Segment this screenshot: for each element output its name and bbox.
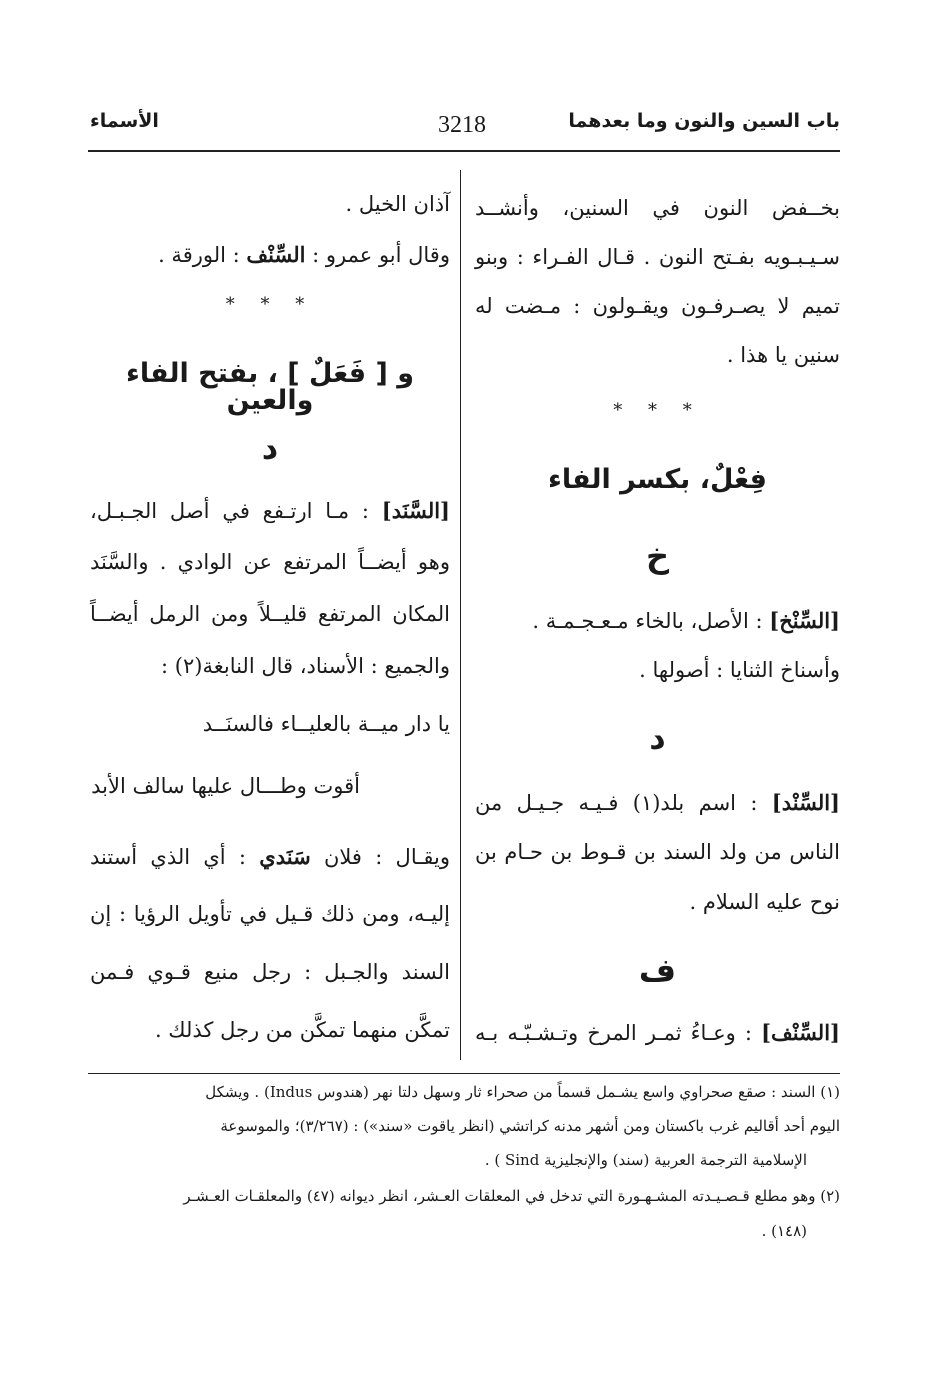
- text-line: آذان الخيل .: [345, 192, 450, 216]
- entry-term: [السِّنْخ]: [769, 608, 840, 633]
- text-line: سنين يا هذا .: [726, 343, 840, 367]
- verse-line: أقوت وطـــال عليها سالف الأبد: [91, 774, 360, 798]
- chapter-title: باب السين والنون وما بعدهما: [568, 110, 840, 132]
- letter-heading: خ: [645, 537, 670, 575]
- entry-prefix: وقال أبو عمرو :: [312, 243, 450, 267]
- footnote-1-line: (١) السند : صقع صحراوي واسع يشـمل قسماً من صحراء ثار وسهل دلتا نهر (هندوس Indus) . ويشكل: [205, 1083, 840, 1101]
- entry-sanad: [90, 500, 450, 522]
- text-line: السند والجـبل : رجل منيع قـوي فـمن: [90, 960, 450, 984]
- verse-line: يا دار ميــة بالعليــاء فالسنَــد: [202, 712, 450, 736]
- footnote-1-line: الإسلامية الترجمة العربية (سند) والإنجليزية Sind ) .: [484, 1151, 807, 1169]
- text-line: وأسناخ الثنايا : أصولها .: [639, 658, 840, 682]
- entry-text: : الأصل، بالخاء مـعـجـمـة .: [532, 609, 763, 633]
- entry-term: [السِّنْد]: [771, 790, 840, 815]
- text-line: وهو أيضــاً المرتفع عن الوادي . والسَّنَد: [90, 550, 450, 574]
- footnote-rule: [88, 1073, 840, 1074]
- entry-text: : اسم بلد(١) فـيـه جـيـل من: [475, 791, 758, 815]
- entry-term: [السَّنَد]: [381, 498, 450, 523]
- text-line: المكان المرتفع قليــلاً ومن الرمل أيضــاً: [90, 602, 450, 626]
- letter-heading: د: [649, 719, 666, 757]
- entry-amr: [158, 244, 450, 266]
- entry-sinkh: [532, 610, 840, 632]
- entry-sanadi: [90, 846, 450, 868]
- entry-prefix: ويقـال : فلان: [323, 845, 450, 869]
- footnote-2-line: (٢) وهو مطلع قـصـيـدته المشـهـورة التي تدخل في المعلقات العـشر، انظر ديوانه (٤٧) والمعلقـات العـشـر: [183, 1187, 840, 1205]
- section-heading: و [ فَعَلٌ ] ، بفتح الفاء والعين: [126, 358, 414, 416]
- entry-term: [السِّنْف]: [761, 1020, 840, 1045]
- text-line: بخــفض النون في السنين، وأنشــد: [475, 196, 840, 220]
- entry-text: : الورقة .: [158, 243, 240, 267]
- column-divider: [460, 170, 461, 1060]
- text-line: تمكَّن منهما تمكَّن من رجل كذلك .: [154, 1018, 450, 1042]
- text-line: الناس من ولد السند بن قـوط بن حـام بن: [475, 840, 840, 864]
- text-line: سـيـبـويه بفـتح النون . قـال الفـراء : وبنو: [475, 245, 840, 269]
- text-line: نوح عليه السلام .: [689, 890, 840, 914]
- section-separator: * * *: [225, 294, 315, 315]
- entry-term: السِّنْف: [246, 242, 306, 267]
- section-title: الأسماء: [90, 110, 159, 132]
- text-line: إليـه، ومن ذلك قـيل في تأويل الرؤيا : إن: [90, 902, 450, 926]
- entry-term: سَنَدي: [259, 844, 311, 869]
- entry-text: : أي الذي أستند: [90, 845, 246, 869]
- section-separator: * * *: [613, 400, 702, 421]
- section-heading: فِعْلٌ، بكسر الفاء: [548, 464, 767, 495]
- entry-text: : وعـاءُ ثمـر المرخ وتـشـبّـه بـه: [475, 1021, 752, 1045]
- entry-sinf: [475, 1022, 840, 1044]
- footnote-2-line: (١٤٨) .: [761, 1222, 807, 1240]
- letter-heading: ف: [638, 951, 677, 989]
- page-number: 3218: [438, 112, 486, 138]
- text-line: والجميع : الأسناد، قال النابغة(٢) :: [161, 654, 450, 678]
- header-rule: [88, 150, 840, 152]
- letter-heading: د: [261, 429, 279, 467]
- page-header: [90, 108, 840, 144]
- text-line: تميم لا يصـرفـون ويقـولون : مـضت له: [475, 294, 840, 318]
- footnote-1-line: اليوم أحد أقاليم غرب باكستان ومن أشهر مدنه كراتشي (انظر ياقوت «سند») : (٣/٢٦٧)؛ والموسوعة: [220, 1117, 840, 1135]
- entry-text: : مـا ارتـفع في أصل الجـبـل،: [90, 499, 369, 523]
- entry-sind: [475, 792, 840, 814]
